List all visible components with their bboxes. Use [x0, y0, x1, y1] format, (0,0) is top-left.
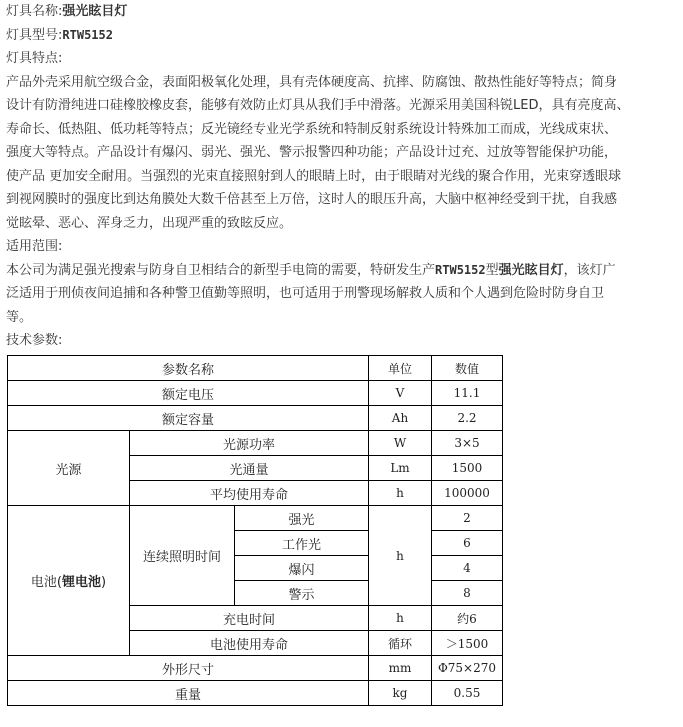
row-value: 11.1	[432, 381, 503, 406]
row-unit: h	[369, 481, 432, 506]
product-model-label: 灯具型号:	[6, 27, 63, 43]
row-unit: Ah	[369, 406, 432, 431]
table-row	[8, 506, 503, 531]
continuous-lighting-group: 连续照明时间	[130, 506, 235, 606]
row-value: 4	[432, 556, 503, 581]
product-model-row	[6, 24, 677, 48]
scope-line: 等。	[6, 309, 33, 325]
battery-group-type: 锂电池	[61, 575, 101, 590]
row-unit: V	[369, 381, 432, 406]
continuous-unit: h	[369, 506, 432, 606]
row-label: 电池使用寿命	[130, 631, 369, 656]
features-line: 到视网膜时的强度比到达角膜处大数千倍甚至上万倍，这时人的眼压升高，大脑中枢神经受到干扰，自我感	[6, 192, 618, 207]
row-value: 2.2	[432, 406, 503, 431]
row-unit: 循环	[369, 631, 432, 656]
features-heading: 灯具特点:	[6, 51, 63, 66]
scope-line	[6, 259, 677, 283]
row-value: 0.55	[432, 681, 503, 706]
table-row	[8, 431, 503, 456]
row-value: ＞1500	[432, 631, 503, 656]
row-label: 额定电压	[8, 381, 369, 406]
row-value: Φ75×270	[432, 656, 503, 681]
table-row	[8, 656, 503, 681]
header-param: 参数名称	[8, 356, 369, 381]
scope-line-prefix: 本公司为满足强光搜索与防身自卫相结合的新型手电筒的需要，特研发生产	[6, 262, 436, 278]
row-label: 光源功率	[130, 431, 369, 456]
row-label: 警示	[235, 581, 369, 606]
row-unit: h	[369, 606, 432, 631]
row-label: 强光	[235, 506, 369, 531]
battery-group-suffix: )	[101, 575, 107, 590]
scope-product: 强光眩目灯	[498, 262, 564, 278]
scope-type-char: 型	[485, 262, 499, 278]
row-label: 重量	[8, 681, 369, 706]
features-line: 寿命长、低热阻、低功耗等特点；反光镜经专业光学系统和特制反射系统设计特殊加工而成，光线成束状、	[6, 121, 618, 137]
row-value: 100000	[432, 481, 503, 506]
battery-group	[8, 506, 130, 656]
row-value: 3×5	[432, 431, 503, 456]
table-row	[8, 681, 503, 706]
spec-table	[7, 355, 503, 706]
row-label: 额定容量	[8, 406, 369, 431]
features-line: 强度大等特点。产品设计有爆闪、弱光、强光、警示报警四种功能；产品设计过充、过放等智能保护功能，	[6, 145, 618, 160]
row-label: 充电时间	[130, 606, 369, 631]
row-label: 平均使用寿命	[130, 481, 369, 506]
product-name-label: 灯具名称:	[6, 4, 63, 19]
product-model-value: RTW5152	[62, 27, 113, 42]
features-line: 使产品 更加安全耐用。当强烈的光束直接照射到人的眼睛上时，由于眼睛对光线的聚合作用，光束穿透眼球	[6, 168, 622, 184]
row-value: 1500	[432, 456, 503, 481]
row-value: 6	[432, 531, 503, 556]
header-unit: 单位	[369, 356, 432, 381]
row-unit: Lm	[369, 456, 432, 481]
battery-group-prefix: 电池(	[30, 575, 62, 590]
row-label: 外形尺寸	[8, 656, 369, 681]
row-value: 8	[432, 581, 503, 606]
row-label: 光通量	[130, 456, 369, 481]
scope-paragraph	[6, 259, 677, 330]
features-paragraph	[6, 71, 677, 236]
tech-heading: 技术参数:	[6, 333, 63, 348]
features-line: 产品外壳采用航空级合金，表面阳极氧化处理，具有壳体硬度高、抗摔、防腐蚀、散热性能好等特点；简身	[6, 74, 618, 90]
features-line: 设计有防滑纯进口硅橡胶橡皮套，能够有效防止灯具从我们手中滑落。光源采用美国科锐LED，具有亮度高、	[6, 98, 630, 113]
scope-heading: 适用范围:	[6, 239, 63, 254]
table-header-row	[8, 356, 503, 381]
row-unit: W	[369, 431, 432, 456]
row-unit: kg	[369, 681, 432, 706]
light-source-group: 光源	[8, 431, 130, 506]
scope-line: 泛适用于刑侦夜间追捕和各种警卫值勤等照明，也可适用于刑警现场解救人质和个人遇到危险时防身自卫	[6, 286, 605, 301]
row-unit: mm	[369, 656, 432, 681]
header-value: 数值	[432, 356, 503, 381]
row-label: 工作光	[235, 531, 369, 556]
row-value: 约6	[432, 606, 503, 631]
scope-model: RTW5152	[435, 262, 486, 277]
product-name-row	[6, 0, 677, 24]
table-row	[8, 381, 503, 406]
scope-line-suffix: ，该灯广	[563, 262, 616, 278]
product-name-value: 强光眩目灯	[62, 4, 128, 19]
row-value: 2	[432, 506, 503, 531]
row-label: 爆闪	[235, 556, 369, 581]
table-row	[8, 406, 503, 431]
features-line: 觉眩晕、恶心、浑身乏力，出现严重的致眩反应。	[6, 215, 293, 231]
